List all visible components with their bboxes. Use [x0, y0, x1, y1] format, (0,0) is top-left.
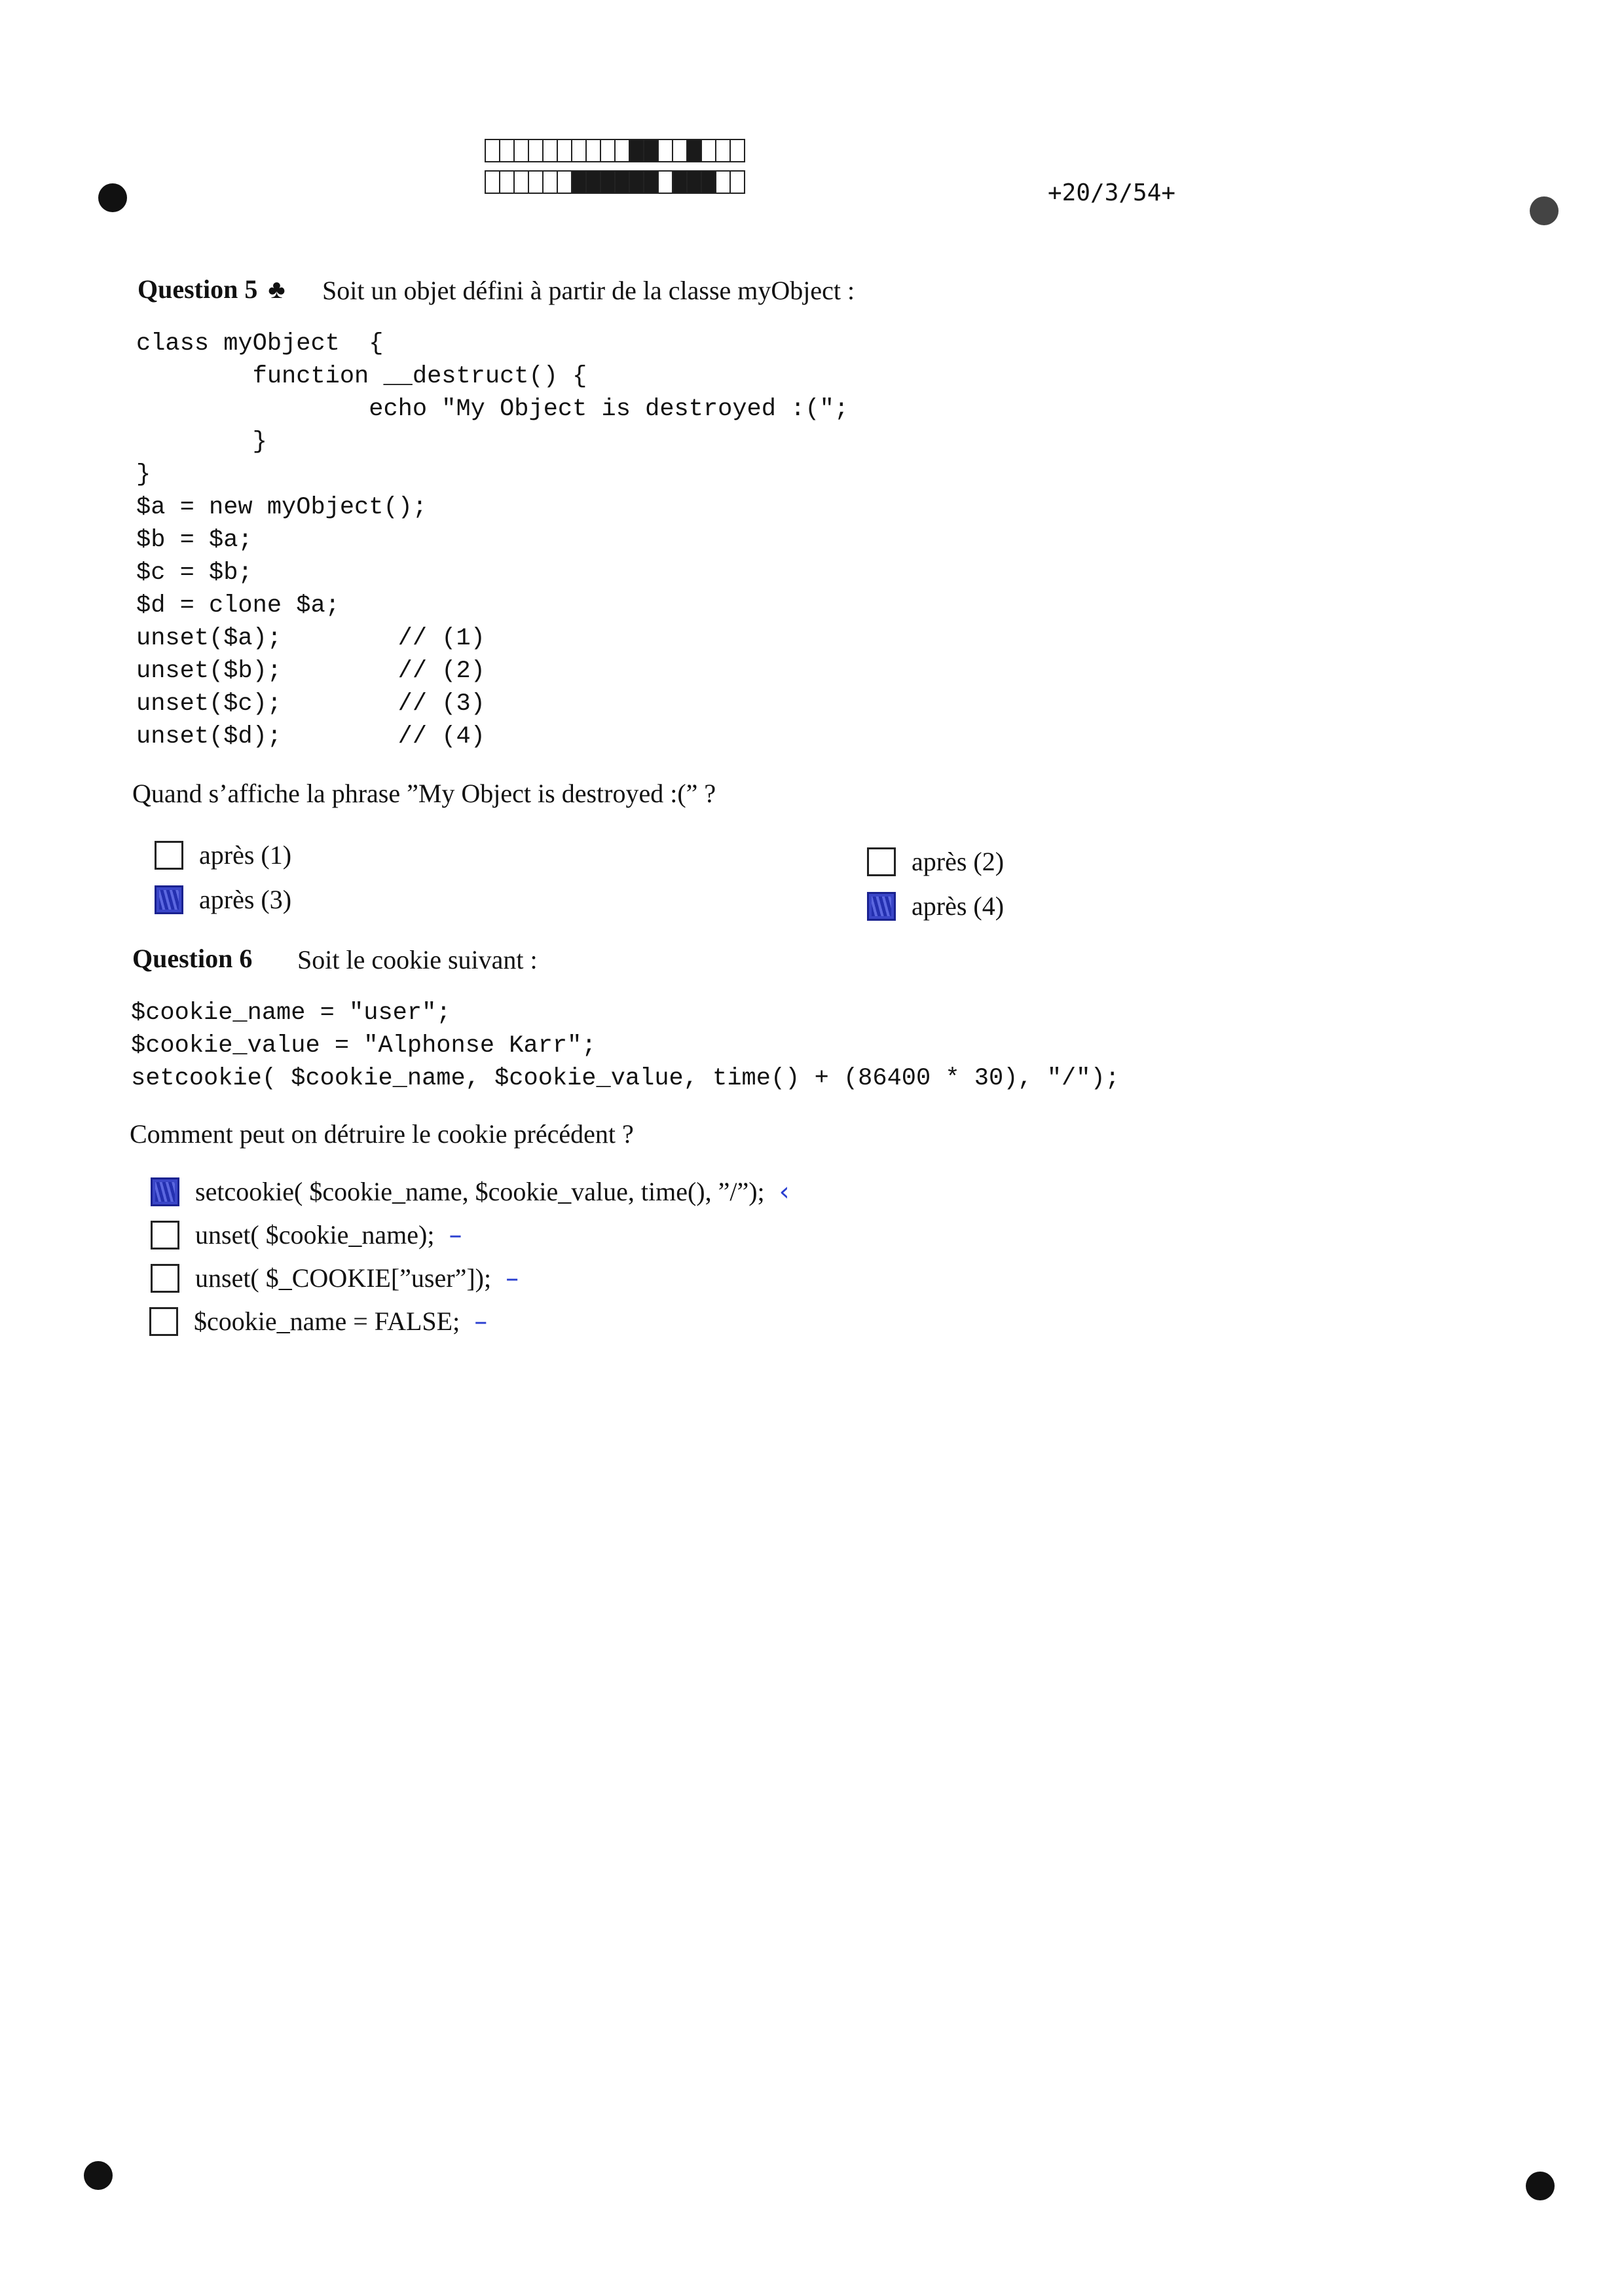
barcode-cell [557, 139, 572, 162]
club-icon: ♣ [268, 274, 286, 304]
registration-dot-bottom-left [84, 2161, 113, 2190]
barcode-cell [542, 170, 558, 194]
registration-dot-bottom-right [1526, 2172, 1555, 2200]
question-5-label: Question 5 [138, 274, 258, 304]
barcode-cell [701, 170, 716, 194]
barcode-cell [600, 139, 616, 162]
barcode-cell [729, 139, 745, 162]
q5-option-1[interactable] [155, 840, 291, 870]
barcode-cell [585, 139, 601, 162]
question-5-code: class myObject { function __destruct() { echo "My Object is destroyed :("; } } $a = new myObject(); $b = $a; $c = $b; $d = clone $a; unset($a); // (1) unset($b); // (2) unset($c); // (3) unset($d); // (4) [136, 330, 849, 750]
barcode-cell [557, 170, 572, 194]
barcode-cell [513, 139, 529, 162]
barcode-cell [715, 170, 731, 194]
question-6-label: Question 6 [132, 944, 253, 973]
barcode-cell [729, 170, 745, 194]
barcode-cell [686, 139, 702, 162]
q5-option-4-checkbox[interactable] [867, 892, 896, 921]
barcode-cell [614, 170, 630, 194]
barcode-cell [571, 170, 587, 194]
barcode-cell [499, 139, 515, 162]
barcode-cell [629, 139, 644, 162]
barcode-cell [643, 139, 659, 162]
barcode-cell [672, 170, 688, 194]
barcode [486, 139, 745, 202]
q6-option-2-label: unset( $cookie_name); [195, 1220, 435, 1250]
q6-option-4-label: $cookie_name = FALSE; [194, 1306, 460, 1336]
q6-option-3-handwritten-mark: – [506, 1263, 519, 1293]
q5-option-1-checkbox[interactable] [155, 841, 183, 870]
barcode-cell [528, 170, 544, 194]
barcode-cell [657, 139, 673, 162]
question-6-code: $cookie_name = "user"; $cookie_value = "Alphonse Karr"; setcookie( $cookie_name, $cookie_value, time() + (86400 * 30), "/"); [131, 999, 1120, 1092]
barcode-cell [513, 170, 529, 194]
question-5-header [138, 274, 855, 305]
q6-option-1[interactable] [151, 1176, 790, 1207]
question-6-header [132, 943, 538, 974]
q6-option-4[interactable] [149, 1306, 487, 1337]
q6-option-3-checkbox[interactable] [151, 1264, 179, 1293]
barcode-cell [686, 170, 702, 194]
q5-option-3-label: après (3) [199, 885, 292, 914]
q6-option-2-checkbox[interactable] [151, 1221, 179, 1250]
barcode-cell [643, 170, 659, 194]
q5-option-4[interactable] [867, 891, 1004, 921]
barcode-cell [485, 170, 500, 194]
barcode-cell [485, 139, 500, 162]
barcode-cell [585, 170, 601, 194]
barcode-cell [571, 139, 587, 162]
q5-option-3[interactable] [155, 884, 291, 915]
q6-option-2[interactable] [151, 1219, 462, 1250]
q5-option-1-label: après (1) [199, 840, 292, 870]
q6-option-1-checkbox[interactable] [151, 1177, 179, 1206]
barcode-row-2 [486, 170, 745, 196]
barcode-cell [614, 139, 630, 162]
registration-dot-top-left [98, 183, 127, 212]
question-6-prompt: Comment peut on détruire le cookie précédent ? [130, 1119, 634, 1149]
q6-option-4-checkbox[interactable] [149, 1307, 178, 1336]
q5-option-3-checkbox[interactable] [155, 885, 183, 914]
q6-option-3[interactable] [151, 1263, 519, 1293]
q5-option-2[interactable] [867, 846, 1004, 877]
barcode-cell [629, 170, 644, 194]
barcode-cell [499, 170, 515, 194]
barcode-cell [657, 170, 673, 194]
question-6-text: Soit le cookie suivant : [297, 945, 538, 974]
registration-dot-top-right [1530, 196, 1559, 225]
barcode-cell [600, 170, 616, 194]
barcode-cell [542, 139, 558, 162]
barcode-row-1 [486, 139, 745, 165]
barcode-cell [701, 139, 716, 162]
q6-option-4-handwritten-mark: – [474, 1306, 488, 1337]
q5-option-2-label: après (2) [912, 847, 1005, 876]
q5-option-4-label: après (4) [912, 891, 1005, 921]
barcode-cell [715, 139, 731, 162]
q6-option-2-handwritten-mark: – [449, 1219, 462, 1250]
question-5-prompt: Quand s’affiche la phrase ”My Object is destroyed :(” ? [132, 779, 716, 808]
barcode-cell [528, 139, 544, 162]
page-id: +20/3/54+ [1048, 179, 1176, 206]
question-5-text: Soit un objet défini à partir de la classe myObject : [322, 276, 855, 305]
barcode-cell [672, 139, 688, 162]
q6-option-1-label: setcookie( $cookie_name, $cookie_value, time(), ”/”); [195, 1177, 765, 1206]
q5-option-2-checkbox[interactable] [867, 847, 896, 876]
q6-option-3-label: unset( $_COOKIE[”user”]); [195, 1263, 492, 1293]
q6-option-1-handwritten-mark: ‹ [779, 1176, 790, 1207]
